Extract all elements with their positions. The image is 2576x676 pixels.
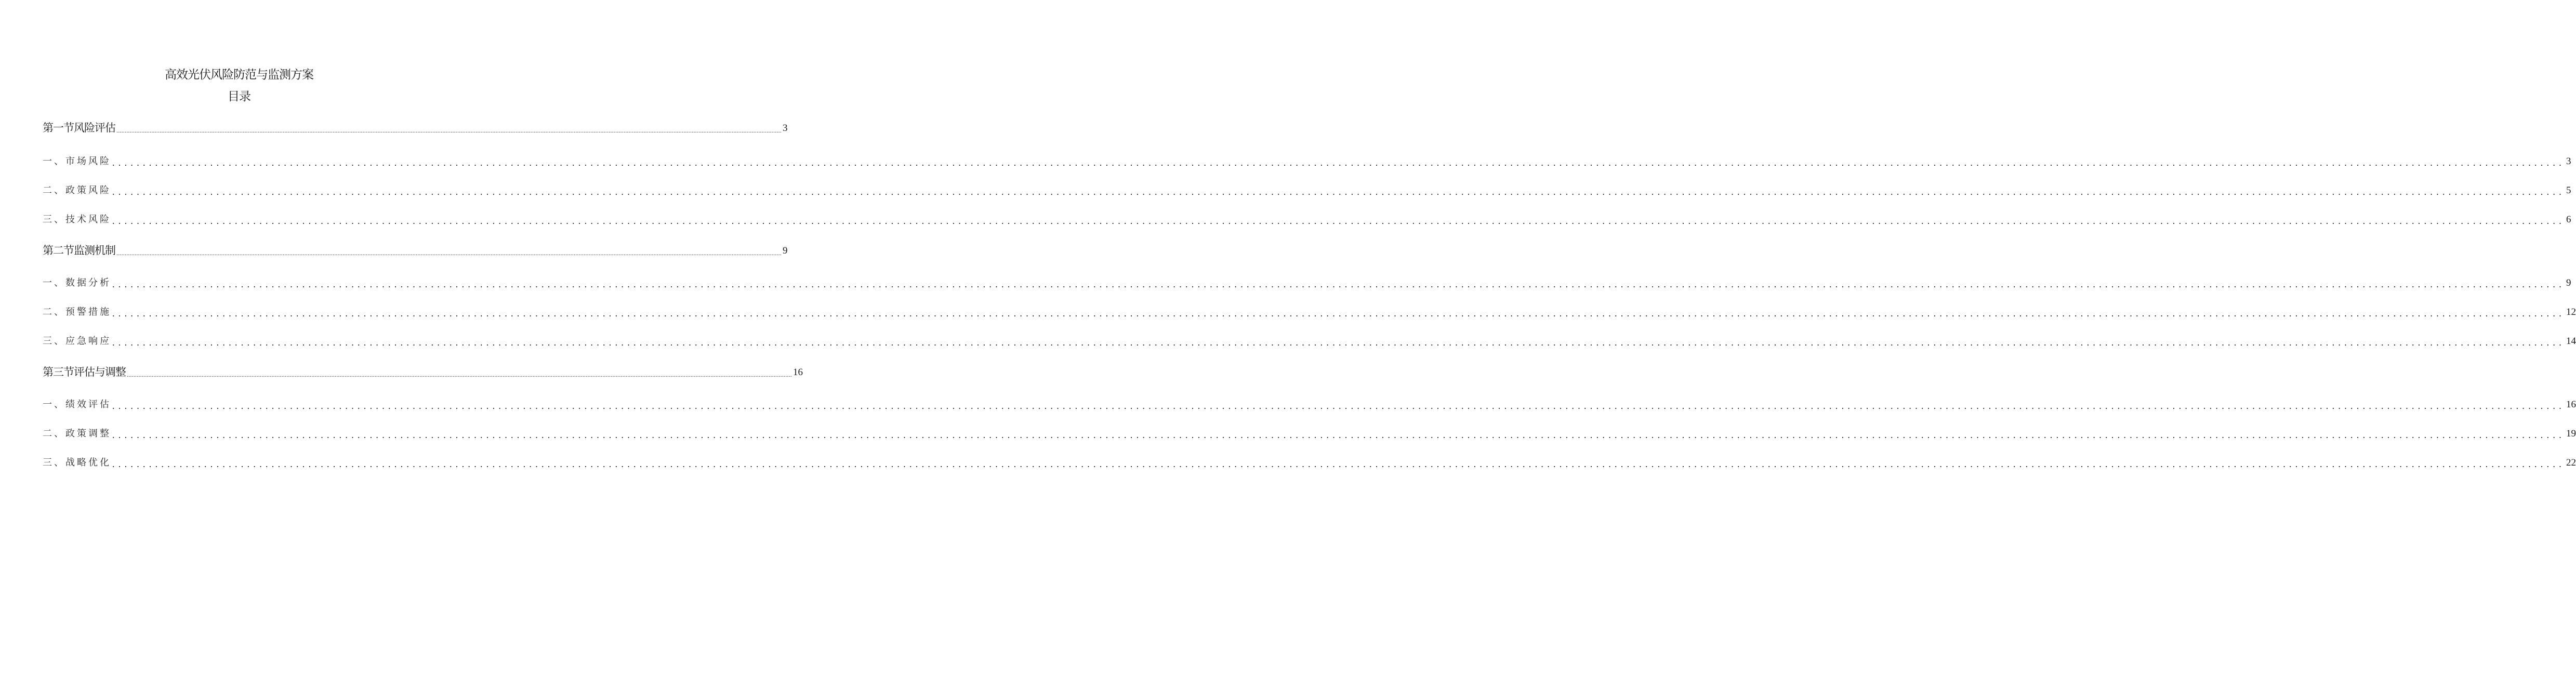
toc-item-3-2[interactable] — [43, 425, 2576, 441]
toc-section-1[interactable] — [43, 120, 788, 135]
toc-item-2-3[interactable] — [43, 333, 2576, 348]
toc-entry-label: 一、绩效评估 — [43, 399, 111, 410]
toc-entry-label: 三、应急响应 — [43, 336, 111, 347]
toc-dot-leader: ................................................................................................................................................................................................................................................................................................................................................................................................................ — [112, 459, 2565, 469]
toc-item-1-2[interactable] — [43, 182, 2571, 197]
toc-page-number: 19 — [2566, 428, 2576, 439]
toc-item-1-1[interactable] — [43, 153, 2571, 168]
toc-dot-leader: ................................................................................................................................................................................................................................................................................................................................................................................................................ — [112, 308, 2565, 319]
toc-item-2-1[interactable] — [43, 274, 2571, 290]
toc-dot-leader: ................................................................................................................................................................................................................................................................................................................................................................................................................ — [116, 127, 782, 134]
toc-dot-leader: ................................................................................................................................................................................................................................................................................................................................................................................................................ — [112, 157, 2565, 168]
toc-dot-leader: ................................................................................................................................................................................................................................................................................................................................................................................................................ — [112, 279, 2565, 289]
toc-item-3-1[interactable] — [43, 396, 2576, 412]
toc-page-number: 9 — [2566, 277, 2571, 288]
toc-page-number: 22 — [2566, 457, 2576, 468]
toc-section-3[interactable] — [43, 364, 803, 379]
document-title: 高效光伏风险防范与监测方案 — [165, 68, 313, 82]
toc-dot-leader: ................................................................................................................................................................................................................................................................................................................................................................................................................ — [112, 401, 2565, 411]
toc-page-number: 12 — [2566, 307, 2576, 317]
toc-page-number: 3 — [2566, 156, 2571, 167]
toc-dot-leader: ................................................................................................................................................................................................................................................................................................................................................................................................................ — [112, 337, 2565, 348]
toc-dot-leader: ................................................................................................................................................................................................................................................................................................................................................................................................................ — [127, 371, 792, 378]
toc-page-number: 6 — [2566, 214, 2571, 225]
toc-entry-label: 第三节评估与调整 — [43, 366, 126, 378]
toc-page-number: 5 — [2566, 185, 2571, 196]
toc-entry-label: 二、政策风险 — [43, 185, 111, 196]
toc-entry-label: 二、政策调整 — [43, 428, 111, 439]
toc-page-number: 16 — [793, 367, 803, 378]
toc-section-2[interactable] — [43, 242, 788, 258]
toc-page-number: 3 — [783, 123, 788, 134]
toc-item-1-3[interactable] — [43, 211, 2571, 227]
toc-entry-label: 二、预警措施 — [43, 307, 111, 317]
toc-page-number: 9 — [783, 245, 788, 256]
toc-entry-label: 一、数据分析 — [43, 277, 111, 288]
toc-heading: 目录 — [228, 90, 250, 103]
toc-page-number: 14 — [2566, 336, 2576, 347]
toc-dot-leader: ................................................................................................................................................................................................................................................................................................................................................................................................................ — [116, 249, 782, 257]
toc-entry-label: 三、技术风险 — [43, 214, 111, 225]
toc-entry-label: 第二节监测机制 — [43, 244, 115, 257]
toc-entry-label: 第一节风险评估 — [43, 122, 115, 134]
toc-item-3-3[interactable] — [43, 454, 2576, 470]
toc-entry-label: 三、战略优化 — [43, 457, 111, 468]
toc-item-2-2[interactable] — [43, 303, 2576, 319]
toc-page-number: 16 — [2566, 399, 2576, 410]
toc-dot-leader: ................................................................................................................................................................................................................................................................................................................................................................................................................ — [112, 187, 2565, 197]
toc-dot-leader: ................................................................................................................................................................................................................................................................................................................................................................................................................ — [112, 216, 2565, 226]
toc-dot-leader: ................................................................................................................................................................................................................................................................................................................................................................................................................ — [112, 430, 2565, 440]
toc-entry-label: 一、市场风险 — [43, 156, 111, 167]
